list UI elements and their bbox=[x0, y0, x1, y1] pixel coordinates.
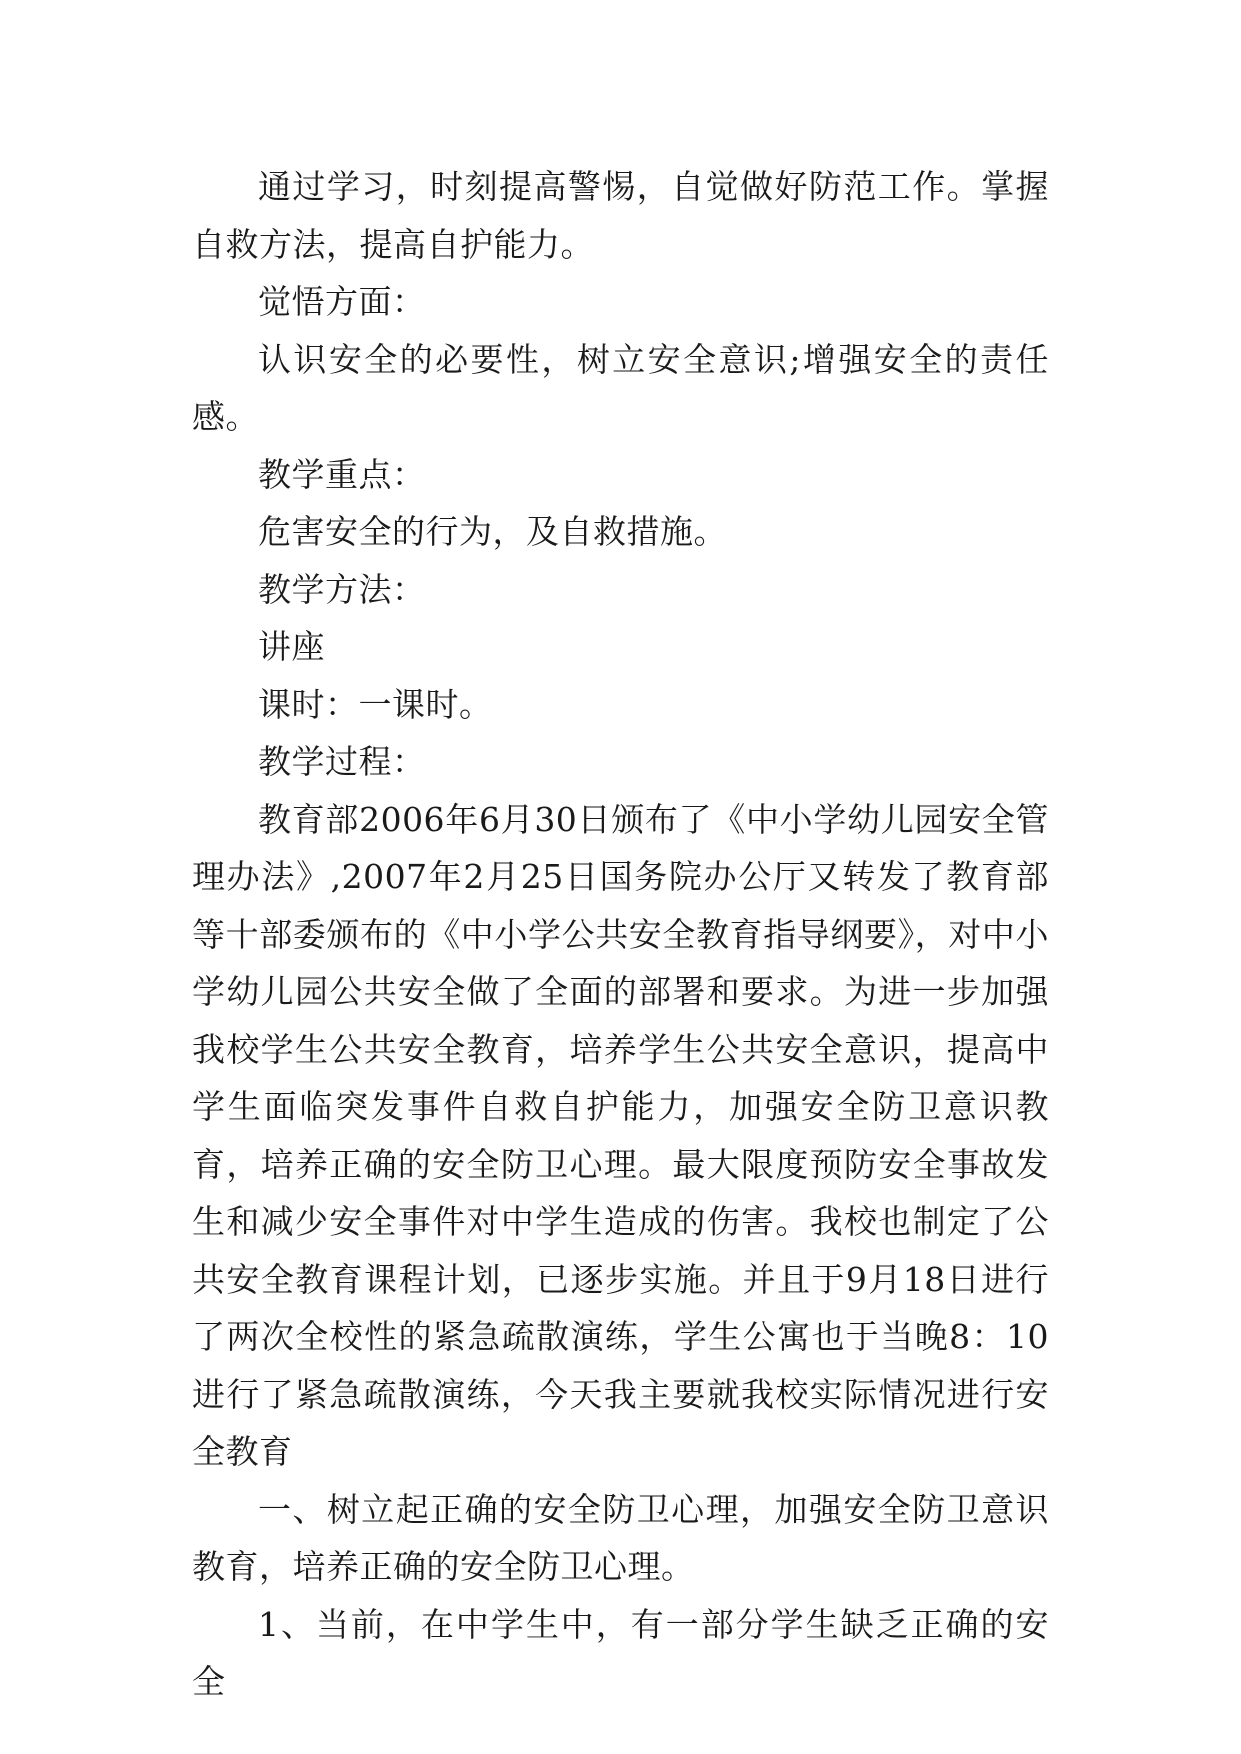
paragraph-method-text: 讲座 bbox=[258, 627, 325, 666]
paragraph-process-body: 教育部2006年6月30日颁布了《中小学幼儿园安全管理办法》,2007年2月25日国务院办公厅又转发了教育部等十部委颁布的《中小学公共安全教育指导纲要》，对中小学幼儿园公共安全做了全面的部署和要求。为进一步加强我校学生公共安全教育，培养学生公共安全意识，提高中学生面临突发事件自救自护能力，加强安全防卫意识教育，培养正确的安全防卫心理。最大限度预防安全事故发生和减少安全事件对中学生造成的伤害。我校也制定了公共安全教育课程计划，已逐步实施。并且于9月18日进行了两次全校性的紧急疏散演练，学生公寓也于当晚8：10进行了紧急疏散演练，今天我主要就我校实际情况进行安全教育 bbox=[192, 799, 1049, 1471]
paragraph-process-heading: 教学过程： bbox=[258, 742, 426, 781]
paragraph-class-hours: 课时：一课时。 bbox=[258, 684, 493, 724]
paragraph-key-points-heading: 教学重点： bbox=[258, 454, 426, 494]
paragraph-awareness-heading: 觉悟方面： bbox=[258, 282, 426, 321]
paragraph-awareness-text: 认识安全的必要性，树立安全意识;增强安全的责任感。 bbox=[192, 339, 1049, 436]
paragraph-intro-study: 通过学习，时刻提高警惕，自觉做好防范工作。掌握自救方法，提高自护能力。 bbox=[192, 167, 1049, 264]
paragraph-method-heading: 教学方法： bbox=[258, 569, 426, 609]
paragraph-section-one: 一、树立起正确的安全防卫心理，加强安全防卫意识教育，培养正确的安全防卫心理。 bbox=[192, 1489, 1049, 1586]
paragraph-item-one: 1、当前，在中学生中，有一部分学生缺乏正确的安全 bbox=[192, 1604, 1049, 1701]
document-body bbox=[192, 158, 1049, 1711]
paragraph-key-points-text: 危害安全的行为，及自救措施。 bbox=[258, 512, 727, 551]
